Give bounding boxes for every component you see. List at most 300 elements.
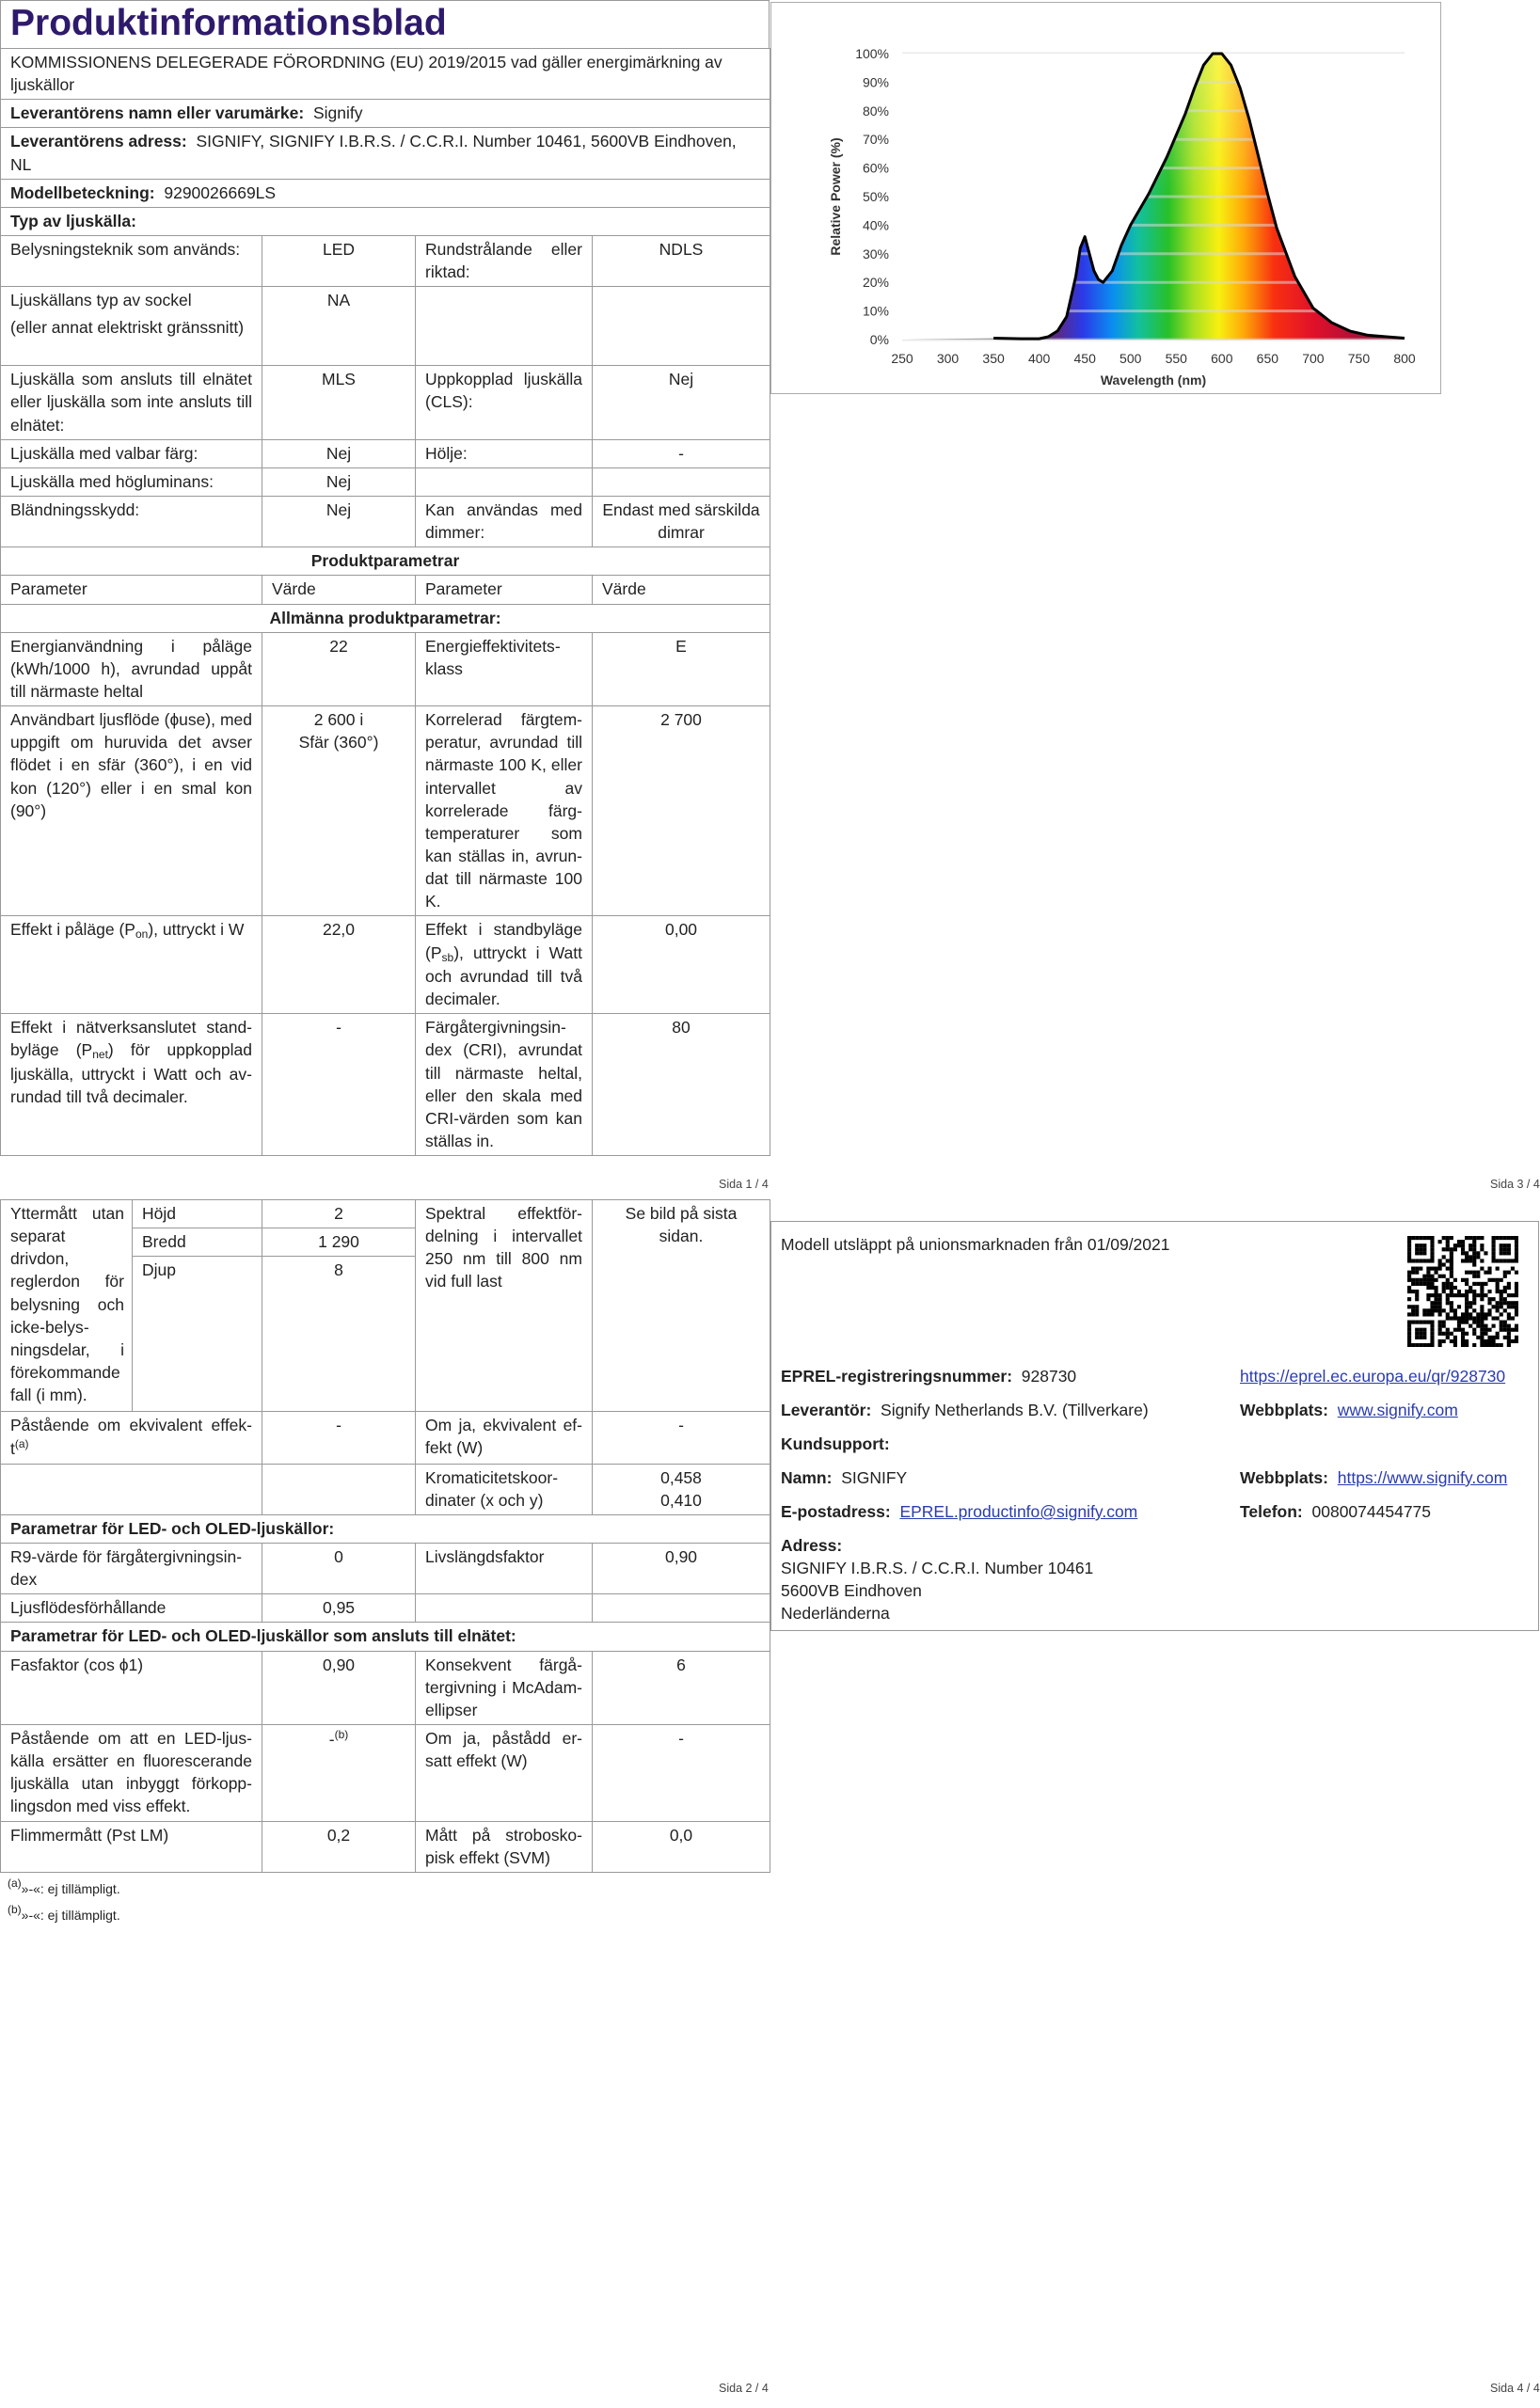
address-line-3: Nederländerna (781, 1604, 890, 1623)
claim-w-label: Om ja, påstådd ersatt effekt (W) (416, 1724, 593, 1821)
qr-module (1496, 1305, 1500, 1308)
spectrum-chart (771, 3, 1442, 395)
qr-module (1430, 1259, 1434, 1262)
qr-module (1515, 1290, 1518, 1293)
qr-module (1430, 1321, 1434, 1324)
qr-module (1419, 1267, 1422, 1271)
qr-module (1480, 1236, 1484, 1240)
supplier-name: Signify (312, 103, 363, 123)
x-axis-label: Wavelength (nm) (1100, 372, 1207, 388)
qr-module (1453, 1312, 1457, 1316)
qr-module (1503, 1321, 1507, 1324)
qr-module (1500, 1328, 1503, 1332)
qr-module (1415, 1251, 1419, 1255)
qr-module (1419, 1332, 1422, 1336)
qr-module (1430, 1278, 1434, 1282)
qr-module (1442, 1290, 1446, 1293)
qr-module (1446, 1286, 1450, 1290)
lumen-empty-1 (416, 1594, 593, 1623)
qr-module (1461, 1251, 1465, 1255)
qr-module (1438, 1343, 1442, 1347)
led-params-heading: Parametrar för LED- och OLED-ljuskällor: (10, 1518, 335, 1538)
qr-module (1487, 1297, 1491, 1301)
qr-module (1450, 1271, 1453, 1275)
mains-value: MLS (262, 366, 416, 439)
qr-module (1438, 1328, 1442, 1332)
qr-module (1492, 1316, 1496, 1320)
qr-module (1503, 1271, 1507, 1275)
y-tick-label: 0% (869, 332, 889, 347)
qr-module (1442, 1324, 1446, 1328)
qr-module (1515, 1312, 1518, 1316)
dimmer-value: Endast med särskilda dimrar (593, 496, 770, 547)
qr-module (1492, 1240, 1496, 1244)
qr-module (1465, 1251, 1469, 1255)
chroma-empty-2 (262, 1464, 416, 1514)
hl-empty-1 (416, 467, 593, 496)
qr-module (1434, 1293, 1437, 1297)
qr-module (1442, 1282, 1446, 1286)
qr-module (1503, 1259, 1507, 1262)
qr-module (1476, 1255, 1480, 1259)
cap-label: Ljuskällans typ av sockel (10, 291, 192, 310)
x-tick-label: 250 (891, 351, 913, 366)
supplier-address-row (1, 128, 770, 179)
cls-label: Uppkopplad ljuskälla (CLS): (416, 366, 593, 439)
energy-label: Energianvändning i påläge (kWh/1000 h), avrundad uppåt till närmaste heltal (1, 632, 262, 705)
qr-module (1450, 1290, 1453, 1293)
website-link-1[interactable]: www.signify.com (1337, 1401, 1458, 1419)
flux-value: 2 600 i (313, 710, 364, 730)
qr-module (1492, 1251, 1496, 1255)
qr-module (1426, 1343, 1430, 1347)
address-line-2: 5600VB Eindhoven (781, 1581, 922, 1600)
qr-module (1507, 1336, 1511, 1339)
mains-row (1, 366, 770, 439)
supplier-name-label: Leverantörens namn eller varumärke: (10, 103, 305, 123)
cap-row (1, 287, 770, 366)
qr-module (1461, 1332, 1465, 1336)
model-label: Modellbeteckning: (10, 182, 155, 202)
qr-module (1472, 1275, 1476, 1278)
pon-label-a: Effekt i påläge (P (10, 920, 135, 940)
y-tick-label: 90% (862, 74, 889, 90)
qr-module (1492, 1278, 1496, 1282)
claim-label: Påstående om att en LED-ljuskälla ersätter en fluorescerande ljuskälla utan inbyggt förkopplingsdon med viss effekt. (1, 1724, 262, 1821)
macadam-value: 6 (593, 1651, 770, 1724)
qr-module (1446, 1301, 1450, 1305)
qr-module (1446, 1247, 1450, 1251)
qr-module (1472, 1308, 1476, 1312)
qr-module (1434, 1278, 1437, 1282)
qr-module (1438, 1305, 1442, 1308)
qr-module (1487, 1271, 1491, 1275)
qr-code-icon[interactable] (1407, 1236, 1518, 1347)
qr-module (1407, 1336, 1411, 1339)
qr-module (1465, 1332, 1469, 1336)
qr-module (1507, 1259, 1511, 1262)
product-info-panel (770, 1221, 1539, 1631)
qr-module (1500, 1290, 1503, 1293)
qr-module (1507, 1316, 1511, 1320)
qr-module (1487, 1339, 1491, 1343)
qr-module (1415, 1244, 1419, 1247)
qr-module (1450, 1247, 1453, 1251)
qr-module (1430, 1267, 1434, 1271)
qr-module (1415, 1267, 1419, 1271)
qr-module (1415, 1236, 1419, 1240)
product-params-heading: Produktparametrar (1, 547, 770, 576)
model-id: 9290026669LS (164, 182, 277, 202)
lumen-label: Ljusflödesförhållande (1, 1594, 262, 1623)
cct-value: 2 700 (593, 706, 770, 916)
regulation-text: KOMMISSIONENS DELEGERADE FÖRORDNING (EU) 2019/2015 vad gäller energimärkning av ljuskällor (1, 49, 770, 100)
qr-module (1419, 1259, 1422, 1262)
qr-module (1430, 1255, 1434, 1259)
qr-module (1457, 1244, 1461, 1247)
direction-label: Rundstrålande eller riktad: (416, 235, 593, 286)
qr-module (1446, 1293, 1450, 1297)
x-tick-label: 450 (1073, 351, 1096, 366)
qr-module (1419, 1328, 1422, 1332)
qr-module (1419, 1278, 1422, 1282)
y-tick-label: 30% (862, 246, 889, 261)
qr-module (1461, 1328, 1465, 1332)
address-label: Adress: (781, 1536, 843, 1555)
qr-module (1511, 1339, 1515, 1343)
qr-module (1411, 1236, 1415, 1240)
flicker-row (1, 1821, 770, 1872)
glare-value: Nej (262, 496, 416, 547)
qr-module (1480, 1244, 1484, 1247)
qr-module (1415, 1332, 1419, 1336)
qr-module (1407, 1324, 1411, 1328)
qr-module (1515, 1247, 1518, 1251)
qr-module (1457, 1324, 1461, 1328)
qr-module (1450, 1301, 1453, 1305)
type-label: Typ av ljuskälla: (10, 211, 136, 230)
qr-module (1415, 1259, 1419, 1262)
qr-module (1407, 1328, 1411, 1332)
qr-module (1480, 1332, 1484, 1336)
qr-module (1500, 1236, 1503, 1240)
qr-module (1419, 1336, 1422, 1339)
qr-module (1472, 1321, 1476, 1324)
width-value: 1 290 (262, 1228, 416, 1257)
qr-module (1438, 1321, 1442, 1324)
qr-module (1480, 1324, 1484, 1328)
qr-module (1461, 1259, 1465, 1262)
qr-module (1407, 1255, 1411, 1259)
qr-module (1500, 1301, 1503, 1305)
qr-module (1450, 1251, 1453, 1255)
qr-module (1500, 1297, 1503, 1301)
qr-module (1472, 1328, 1476, 1332)
product-params-row (1, 547, 770, 576)
width-label: Bredd (133, 1228, 262, 1257)
qr-module (1515, 1286, 1518, 1290)
qr-module (1430, 1275, 1434, 1278)
qr-module (1507, 1328, 1511, 1332)
qr-module (1453, 1339, 1457, 1343)
pf-label: Fasfaktor (cos ϕ1) (1, 1651, 262, 1724)
qr-module (1492, 1259, 1496, 1262)
qr-module (1465, 1308, 1469, 1312)
qr-module (1426, 1321, 1430, 1324)
qr-module (1476, 1282, 1480, 1286)
qr-module (1461, 1321, 1465, 1324)
qr-module (1442, 1286, 1446, 1290)
x-tick-label: 350 (982, 351, 1005, 366)
qr-module (1472, 1259, 1476, 1262)
supplier-label: Leverantör: (781, 1401, 872, 1419)
param-header-2: Parameter (416, 576, 593, 604)
qr-module (1496, 1278, 1500, 1282)
qr-module (1446, 1328, 1450, 1332)
qr-module (1503, 1290, 1507, 1293)
qr-module (1446, 1282, 1450, 1286)
qr-module (1407, 1278, 1411, 1282)
flux-shape: Sfär (360°) (298, 733, 379, 752)
qr-module (1407, 1339, 1411, 1343)
tech-label: Belysningsteknik som används: (1, 235, 262, 286)
qr-module (1430, 1240, 1434, 1244)
qr-module (1515, 1305, 1518, 1308)
qr-module (1426, 1259, 1430, 1262)
page-number-3: Sida 3 / 4 (1490, 1178, 1540, 1191)
qr-module (1453, 1316, 1457, 1320)
qr-module (1430, 1301, 1434, 1305)
qr-module (1496, 1308, 1500, 1312)
qr-module (1492, 1255, 1496, 1259)
qr-module (1492, 1343, 1496, 1347)
qr-module (1503, 1324, 1507, 1328)
qr-module (1411, 1308, 1415, 1312)
qr-module (1453, 1328, 1457, 1332)
qr-module (1492, 1244, 1496, 1247)
qr-module (1450, 1316, 1453, 1320)
qr-module (1415, 1290, 1419, 1293)
qr-module (1422, 1312, 1426, 1316)
qr-module (1426, 1297, 1430, 1301)
qr-module (1415, 1321, 1419, 1324)
qr-module (1511, 1267, 1515, 1271)
qr-module (1461, 1336, 1465, 1339)
qr-module (1484, 1312, 1487, 1316)
qr-module (1434, 1301, 1437, 1305)
qr-module (1511, 1328, 1515, 1332)
email-link[interactable]: EPREL.productinfo@signify.com (899, 1502, 1138, 1521)
qr-module (1407, 1251, 1411, 1255)
qr-module (1415, 1305, 1419, 1308)
qr-module (1453, 1278, 1457, 1282)
mains-label: Ljuskälla som ansluts till elnätet eller ljuskälla som inte ansluts till elnätet: (1, 366, 262, 439)
qr-module (1472, 1316, 1476, 1320)
qr-module (1461, 1316, 1465, 1320)
qr-module (1442, 1236, 1446, 1240)
qr-module (1461, 1247, 1465, 1251)
qr-module (1457, 1328, 1461, 1332)
qr-module (1476, 1316, 1480, 1320)
qr-module (1484, 1328, 1487, 1332)
qr-module (1415, 1293, 1419, 1297)
qr-module (1476, 1321, 1480, 1324)
dims-row-height (1, 1200, 770, 1228)
qr-module (1426, 1271, 1430, 1275)
qr-module (1453, 1247, 1457, 1251)
qr-module (1480, 1328, 1484, 1332)
tech-row (1, 235, 770, 286)
placed-on-market: Modell utsläppt på unionsmarknaden från 01/09/2021 (781, 1235, 1170, 1254)
chroma-row (1, 1464, 770, 1514)
qr-module (1511, 1293, 1515, 1297)
qr-module (1507, 1301, 1511, 1305)
qr-module (1446, 1336, 1450, 1339)
lumen-empty-2 (593, 1594, 770, 1623)
qr-module (1453, 1336, 1457, 1339)
qr-module (1484, 1316, 1487, 1320)
qr-module (1507, 1282, 1511, 1286)
eprel-link[interactable]: https://eprel.ec.europa.eu/qr/928730 (1240, 1367, 1506, 1386)
y-tick-label: 40% (862, 217, 889, 233)
spd-label: Spektral effektfördelning i intervallet 250 nm till 800 nm vid full last (416, 1200, 593, 1412)
qr-module (1434, 1308, 1437, 1312)
qr-module (1476, 1271, 1480, 1275)
qr-module (1438, 1267, 1442, 1271)
qr-module (1500, 1251, 1503, 1255)
qr-module (1419, 1343, 1422, 1347)
qr-module (1438, 1262, 1442, 1266)
qr-module (1411, 1278, 1415, 1282)
qr-module (1465, 1321, 1469, 1324)
qr-module (1496, 1267, 1500, 1271)
qr-module (1419, 1247, 1422, 1251)
qr-module (1503, 1336, 1507, 1339)
qr-module (1465, 1282, 1469, 1286)
qr-module (1415, 1278, 1419, 1282)
qr-module (1426, 1236, 1430, 1240)
qr-module (1492, 1339, 1496, 1343)
qr-module (1472, 1240, 1476, 1244)
qr-module (1450, 1308, 1453, 1312)
qr-module (1503, 1247, 1507, 1251)
qr-module (1450, 1259, 1453, 1262)
cap-note: (eller annat elektriskt gränssnitt) (10, 318, 245, 338)
qr-module (1446, 1316, 1450, 1320)
qr-module (1442, 1247, 1446, 1251)
qr-module (1426, 1293, 1430, 1297)
dimensions-table (0, 1199, 770, 1873)
qr-module (1484, 1251, 1487, 1255)
qr-module (1480, 1267, 1484, 1271)
qr-module (1469, 1324, 1472, 1328)
qr-module (1446, 1332, 1450, 1336)
qr-module (1411, 1259, 1415, 1262)
x-tick-label: 300 (936, 351, 960, 366)
psb-label-a: Effekt i standbyläge (P (425, 920, 582, 962)
dimmer-label: Kan användas med dimmer: (416, 496, 593, 547)
qr-module (1469, 1316, 1472, 1320)
flux-row (1, 706, 770, 916)
qr-module (1480, 1259, 1484, 1262)
qr-module (1442, 1275, 1446, 1278)
sheet-title: Produktinformationsblad (0, 0, 770, 48)
qr-module (1450, 1332, 1453, 1336)
high-luminance-row (1, 467, 770, 496)
qr-module (1430, 1324, 1434, 1328)
qr-module (1507, 1343, 1511, 1347)
pnet-row (1, 1014, 770, 1156)
qr-module (1438, 1293, 1442, 1297)
depth-label: Djup (133, 1257, 262, 1412)
qr-module (1472, 1293, 1476, 1297)
qr-module (1472, 1343, 1476, 1347)
website-link-2[interactable]: https://www.signify.com (1337, 1468, 1508, 1487)
qr-module (1496, 1290, 1500, 1293)
envelope-value: - (593, 439, 770, 467)
qr-module (1487, 1328, 1491, 1332)
qr-module (1411, 1267, 1415, 1271)
qr-module (1457, 1293, 1461, 1297)
qr-module (1507, 1324, 1511, 1328)
qr-module (1450, 1286, 1453, 1290)
plot-area (828, 46, 1416, 388)
direction-value: NDLS (593, 235, 770, 286)
led-mains-row (1, 1623, 770, 1651)
param-header-1: Parameter (1, 576, 262, 604)
qr-module (1450, 1305, 1453, 1308)
height-label: Höjd (133, 1200, 262, 1228)
qr-module (1426, 1308, 1430, 1312)
qr-module (1442, 1262, 1446, 1266)
qr-module (1515, 1271, 1518, 1275)
qr-module (1503, 1301, 1507, 1305)
envelope-label: Hölje: (416, 439, 593, 467)
qr-module (1496, 1301, 1500, 1305)
qr-module (1438, 1308, 1442, 1312)
y-tick-label: 50% (862, 189, 889, 204)
cap-empty-2 (593, 287, 770, 366)
qr-module (1430, 1244, 1434, 1247)
claim-note-ref: (b) (334, 1727, 349, 1741)
qr-module (1438, 1297, 1442, 1301)
qr-module (1492, 1324, 1496, 1328)
general-params-row (1, 604, 770, 632)
qr-module (1461, 1240, 1465, 1244)
qr-module (1465, 1236, 1469, 1240)
qr-module (1472, 1282, 1476, 1286)
value-header-2: Värde (593, 576, 770, 604)
qr-module (1507, 1271, 1511, 1275)
qr-module (1472, 1301, 1476, 1305)
qr-module (1465, 1305, 1469, 1308)
qr-module (1476, 1312, 1480, 1316)
qr-module (1492, 1336, 1496, 1339)
qr-module (1430, 1251, 1434, 1255)
qr-module (1487, 1290, 1491, 1293)
qr-module (1472, 1332, 1476, 1336)
qr-module (1450, 1236, 1453, 1240)
qr-module (1415, 1343, 1419, 1347)
name-value: SIGNIFY (841, 1468, 908, 1487)
qr-module (1453, 1308, 1457, 1312)
qr-module (1503, 1244, 1507, 1247)
qr-module (1430, 1236, 1434, 1240)
qr-module (1446, 1240, 1450, 1244)
column-header-row (1, 576, 770, 604)
qr-module (1500, 1321, 1503, 1324)
x-tick-label: 500 (1119, 351, 1142, 366)
